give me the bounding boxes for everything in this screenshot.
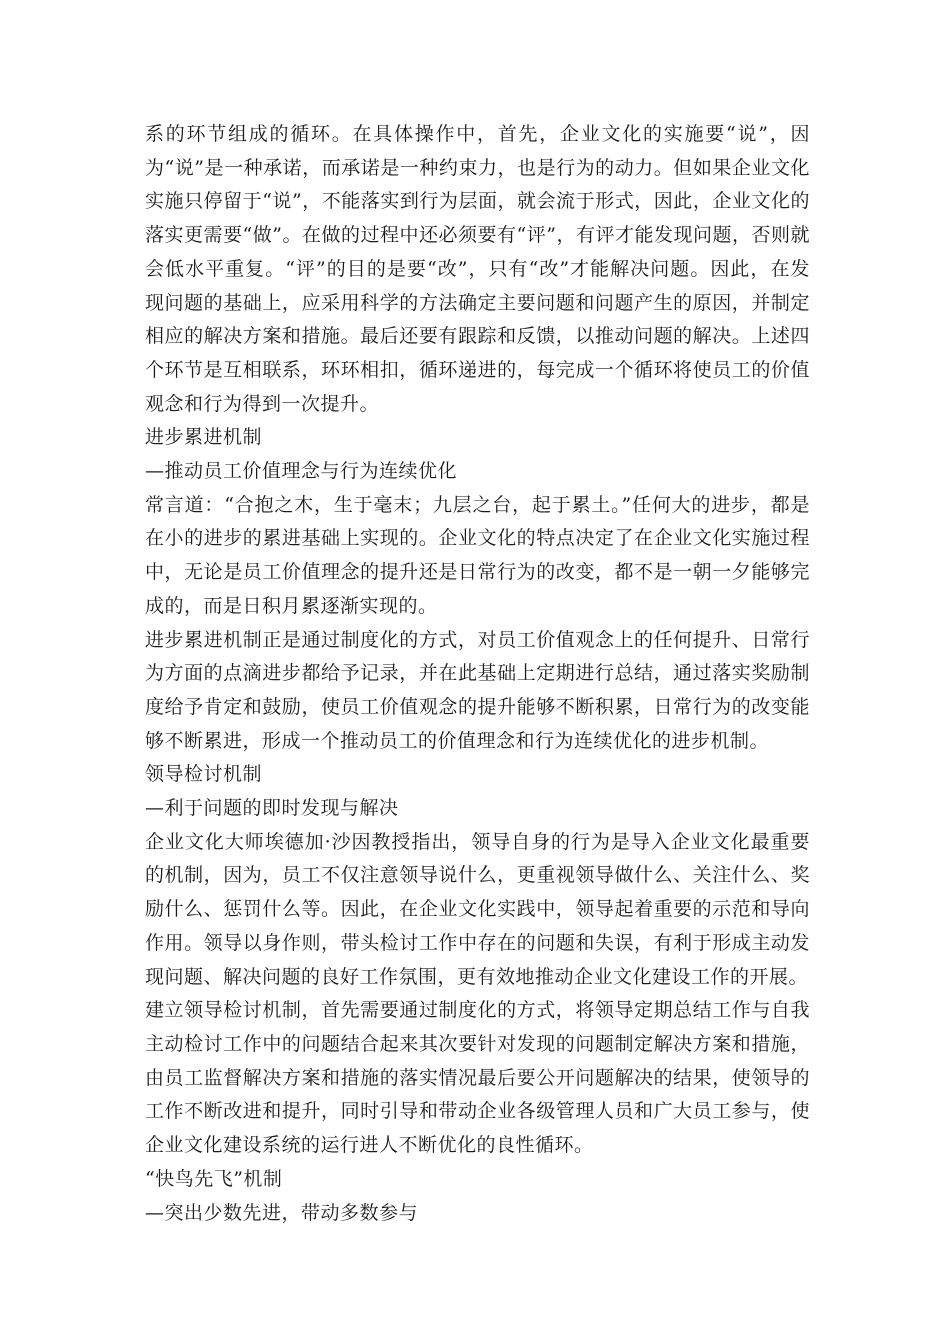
paragraph-cycle: 系的环节组成的循环。在具体操作中，首先，企业文化的实施要“说”，因为“说”是一种承诺，而承诺是一种约束力，也是行为的动力。但如果企业文化实施只停留于“说”，不能落实到行为层面，就会流于形式，因此，企业文化的落实更需要“做”。在做的过程中还必须要有“评”，有评才能发现问题，否则就会低水平重复。“评”的目的是要“改”，只有“改”才能解决问题。因此，在发现问题的基础上，应采用科学的方法确定主要问题和问题产生的原因，并制定相应的解决方案和措施。最后还要有跟踪和反馈，以推动问题的解决。上述四个环节是互相联系，环环相扣，循环递进的，每完成一个循环将使员工的价值观念和行为得到一次提升。 bbox=[145, 123, 810, 415]
subheading-leader-review: —利于问题的即时发现与解决 bbox=[145, 797, 399, 820]
paragraph-schein: 企业文化大师埃德加·沙因教授指出，领导自身的行为是导入企业文化最重要的机制，因为，员工不仅注意领导说什么，更重视领导做什么、关注什么、奖励什么、惩罚什么等。因此，在企业文化实践中，领导起着重要的示范和导向作用。领导以身作则，带头检讨工作中存在的问题和失误，有利于形成主动发现问题、解决问题的良好工作氛围，更有效地推动企业文化建设工作的开展。 bbox=[145, 830, 810, 988]
heading-leader-review: 领导检讨机制 bbox=[145, 763, 263, 786]
subheading-progress-mechanism: —推动员工价值理念与行为连续优化 bbox=[145, 460, 458, 483]
paragraph-leader-review-detail: 建立领导检讨机制，首先需要通过制度化的方式，将领导定期总结工作与自我主动检讨工作中的问题结合起来其次要针对发现的问题制定解决方案和措施，由员工监督解决方案和措施的落实情况最后要公开问题解决的结果，使领导的工作不断改进和提升，同时引导和带动企业各级管理人员和广大员工参与，使企业文化建设系统的运行进人不断优化的良性循环。 bbox=[145, 999, 810, 1157]
subheading-early-bird: —突出少数先进，带动多数参与 bbox=[145, 1201, 419, 1224]
heading-early-bird: “快鸟先飞”机制 bbox=[145, 1167, 283, 1190]
heading-progress-mechanism: 进步累进机制 bbox=[145, 426, 263, 449]
document-body bbox=[145, 118, 810, 1230]
paragraph-proverb: 常言道：“合抱之木，生于毫末；九层之台，起于累土。”任何大的进步，都是在小的进步的累进基础上实现的。企业文化的特点决定了在企业文化实施过程中，无论是员工价值理念的提升还是日常行为的改变，都不是一朝一夕能够完成的，而是日积月累逐渐实现的。 bbox=[145, 493, 810, 617]
paragraph-progress-detail: 进步累进机制正是通过制度化的方式，对员工价值观念上的任何提升、日常行为方面的点滴进步都给予记录，并在此基础上定期进行总结，通过落实奖励制度给予肯定和鼓励，使员工价值观念的提升能够不断积累，日常行为的改变能够不断累进，形成一个推动员工的价值理念和行为连续优化的进步机制。 bbox=[145, 628, 810, 752]
